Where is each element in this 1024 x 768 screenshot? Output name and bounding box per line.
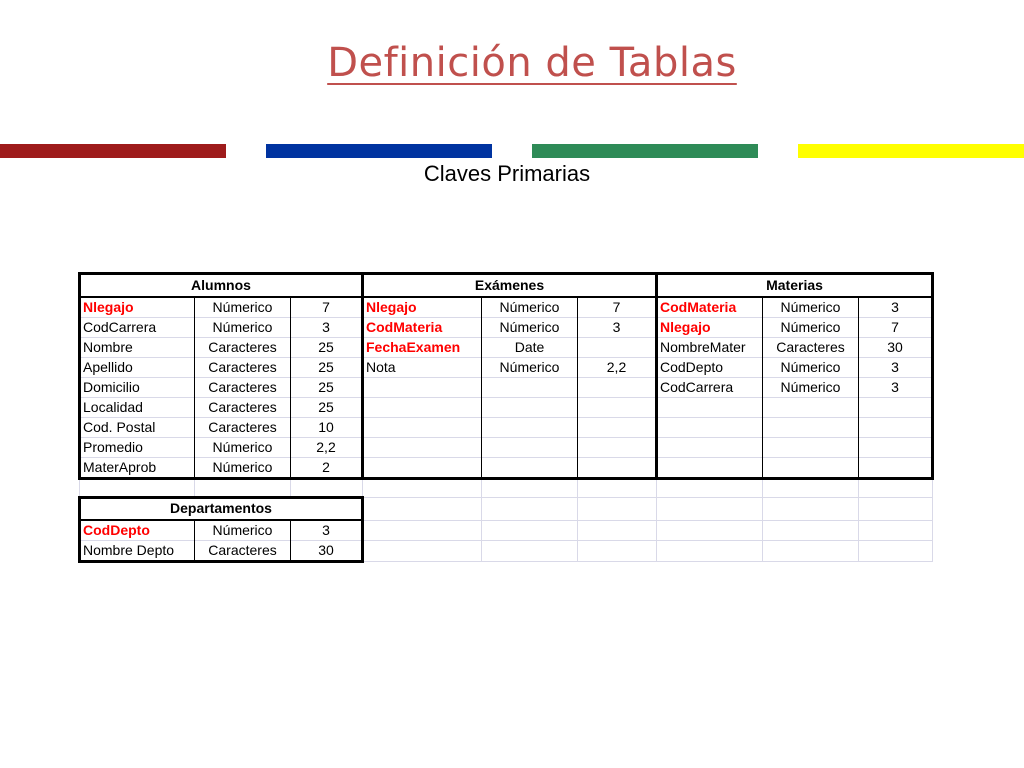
empty-cell bbox=[657, 397, 763, 417]
alumnos-primary-key-cell: Nlegajo bbox=[80, 297, 195, 318]
alumnos-size-cell: 2 bbox=[291, 457, 363, 478]
alumnos-field-cell: Apellido bbox=[80, 357, 195, 377]
empty-cell bbox=[763, 497, 859, 520]
empty-cell bbox=[763, 437, 859, 457]
sheet-row bbox=[80, 478, 933, 497]
departamentos-size-cell: 30 bbox=[291, 541, 363, 562]
alumnos-table-title: Alumnos bbox=[80, 274, 363, 297]
alumnos-field-cell: CodCarrera bbox=[80, 317, 195, 337]
empty-cell bbox=[859, 520, 933, 541]
examenes-type-cell: Númerico bbox=[482, 357, 578, 377]
empty-cell bbox=[578, 377, 657, 397]
materias-primary-key-cell: Nlegajo bbox=[657, 317, 763, 337]
empty-cell bbox=[482, 478, 578, 497]
alumnos-field-cell: Promedio bbox=[80, 437, 195, 457]
empty-cell bbox=[363, 377, 482, 397]
examenes-type-cell: Date bbox=[482, 337, 578, 357]
empty-cell bbox=[657, 457, 763, 478]
sheet-row bbox=[80, 437, 933, 457]
materias-primary-key-cell: CodMateria bbox=[657, 297, 763, 318]
materias-size-cell: 3 bbox=[859, 377, 933, 397]
empty-cell bbox=[657, 437, 763, 457]
empty-cell bbox=[763, 478, 859, 497]
materias-type-cell: Númerico bbox=[763, 357, 859, 377]
alumnos-type-cell: Caracteres bbox=[195, 337, 291, 357]
empty-cell bbox=[578, 417, 657, 437]
empty-cell bbox=[859, 478, 933, 497]
empty-cell bbox=[763, 541, 859, 562]
empty-cell bbox=[363, 397, 482, 417]
slide-subtitle: Claves Primarias bbox=[423, 161, 591, 186]
empty-cell bbox=[482, 437, 578, 457]
departamentos-field-cell: Nombre Depto bbox=[80, 541, 195, 562]
materias-table-title: Materias bbox=[657, 274, 933, 297]
examenes-type-cell: Númerico bbox=[482, 317, 578, 337]
empty-cell bbox=[482, 377, 578, 397]
departamentos-primary-key-cell: CodDepto bbox=[80, 520, 195, 541]
materias-size-cell: 3 bbox=[859, 357, 933, 377]
empty-cell bbox=[859, 541, 933, 562]
alumnos-field-cell: Cod. Postal bbox=[80, 417, 195, 437]
alumnos-type-cell: Caracteres bbox=[195, 377, 291, 397]
empty-cell bbox=[482, 397, 578, 417]
alumnos-size-cell: 25 bbox=[291, 377, 363, 397]
alumnos-size-cell: 25 bbox=[291, 337, 363, 357]
materias-type-cell: Númerico bbox=[763, 317, 859, 337]
alumnos-size-cell: 10 bbox=[291, 417, 363, 437]
empty-cell bbox=[657, 520, 763, 541]
alumnos-size-cell: 3 bbox=[291, 317, 363, 337]
empty-cell bbox=[859, 397, 933, 417]
empty-cell bbox=[578, 541, 657, 562]
sheet-row bbox=[80, 497, 933, 520]
alumnos-size-cell: 25 bbox=[291, 397, 363, 417]
empty-cell bbox=[291, 478, 363, 497]
color-bar-blue bbox=[266, 144, 492, 158]
alumnos-type-cell: Númerico bbox=[195, 317, 291, 337]
empty-cell bbox=[763, 457, 859, 478]
spreadsheet-grid bbox=[78, 272, 934, 563]
alumnos-size-cell: 2,2 bbox=[291, 437, 363, 457]
empty-cell bbox=[859, 437, 933, 457]
alumnos-type-cell: Númerico bbox=[195, 457, 291, 478]
empty-cell bbox=[578, 497, 657, 520]
empty-cell bbox=[859, 457, 933, 478]
alumnos-type-cell: Caracteres bbox=[195, 357, 291, 377]
alumnos-type-cell: Caracteres bbox=[195, 397, 291, 417]
alumnos-type-cell: Caracteres bbox=[195, 417, 291, 437]
empty-cell bbox=[578, 478, 657, 497]
color-bar-green bbox=[532, 144, 758, 158]
empty-cell bbox=[363, 417, 482, 437]
examenes-size-cell: 7 bbox=[578, 297, 657, 318]
examenes-primary-key-cell: CodMateria bbox=[363, 317, 482, 337]
color-bar-yellow bbox=[798, 144, 1024, 158]
empty-cell bbox=[578, 520, 657, 541]
empty-cell bbox=[763, 397, 859, 417]
alumnos-field-cell: Localidad bbox=[80, 397, 195, 417]
examenes-size-cell bbox=[578, 337, 657, 357]
empty-cell bbox=[657, 478, 763, 497]
slide-title: Definición de Tablas bbox=[327, 40, 737, 86]
empty-cell bbox=[657, 541, 763, 562]
sheet-row bbox=[80, 337, 933, 357]
empty-cell bbox=[363, 457, 482, 478]
materias-type-cell: Númerico bbox=[763, 377, 859, 397]
materias-type-cell: Númerico bbox=[763, 297, 859, 318]
departamentos-type-cell: Númerico bbox=[195, 520, 291, 541]
empty-cell bbox=[482, 497, 578, 520]
empty-cell bbox=[363, 478, 482, 497]
empty-cell bbox=[657, 417, 763, 437]
examenes-primary-key-cell: Nlegajo bbox=[363, 297, 482, 318]
examenes-size-cell: 3 bbox=[578, 317, 657, 337]
alumnos-field-cell: Nombre bbox=[80, 337, 195, 357]
materias-size-cell: 30 bbox=[859, 337, 933, 357]
empty-cell bbox=[578, 397, 657, 417]
empty-cell bbox=[482, 520, 578, 541]
empty-cell bbox=[657, 497, 763, 520]
examenes-field-cell: Nota bbox=[363, 357, 482, 377]
empty-cell bbox=[859, 497, 933, 520]
materias-field-cell: CodCarrera bbox=[657, 377, 763, 397]
alumnos-type-cell: Númerico bbox=[195, 437, 291, 457]
examenes-size-cell: 2,2 bbox=[578, 357, 657, 377]
empty-cell bbox=[859, 417, 933, 437]
examenes-primary-key-cell: FechaExamen bbox=[363, 337, 482, 357]
empty-cell bbox=[482, 457, 578, 478]
empty-cell bbox=[80, 478, 195, 497]
departamentos-size-cell: 3 bbox=[291, 520, 363, 541]
materias-size-cell: 7 bbox=[859, 317, 933, 337]
sheet-row bbox=[80, 417, 933, 437]
departamentos-table-title: Departamentos bbox=[80, 497, 363, 520]
materias-type-cell: Caracteres bbox=[763, 337, 859, 357]
alumnos-type-cell: Númerico bbox=[195, 297, 291, 318]
color-bar-red bbox=[0, 144, 226, 158]
sheet-row bbox=[80, 520, 933, 541]
departamentos-type-cell: Caracteres bbox=[195, 541, 291, 562]
examenes-type-cell: Númerico bbox=[482, 297, 578, 318]
sheet-row bbox=[80, 274, 933, 297]
empty-cell bbox=[363, 520, 482, 541]
alumnos-field-cell: Domicilio bbox=[80, 377, 195, 397]
empty-cell bbox=[482, 541, 578, 562]
examenes-table-title: Exámenes bbox=[363, 274, 657, 297]
sheet-row bbox=[80, 541, 933, 562]
sheet-row bbox=[80, 357, 933, 377]
sheet-row bbox=[80, 377, 933, 397]
empty-cell bbox=[363, 541, 482, 562]
empty-cell bbox=[195, 478, 291, 497]
materias-field-cell: CodDepto bbox=[657, 357, 763, 377]
sheet-row bbox=[80, 297, 933, 318]
empty-cell bbox=[578, 437, 657, 457]
materias-size-cell: 3 bbox=[859, 297, 933, 318]
empty-cell bbox=[482, 417, 578, 437]
empty-cell bbox=[763, 520, 859, 541]
materias-field-cell: NombreMater bbox=[657, 337, 763, 357]
empty-cell bbox=[363, 437, 482, 457]
alumnos-size-cell: 25 bbox=[291, 357, 363, 377]
alumnos-field-cell: MaterAprob bbox=[80, 457, 195, 478]
sheet-row bbox=[80, 457, 933, 478]
empty-cell bbox=[578, 457, 657, 478]
sheet-row bbox=[80, 397, 933, 417]
alumnos-size-cell: 7 bbox=[291, 297, 363, 318]
sheet-row bbox=[80, 317, 933, 337]
empty-cell bbox=[363, 497, 482, 520]
empty-cell bbox=[763, 417, 859, 437]
